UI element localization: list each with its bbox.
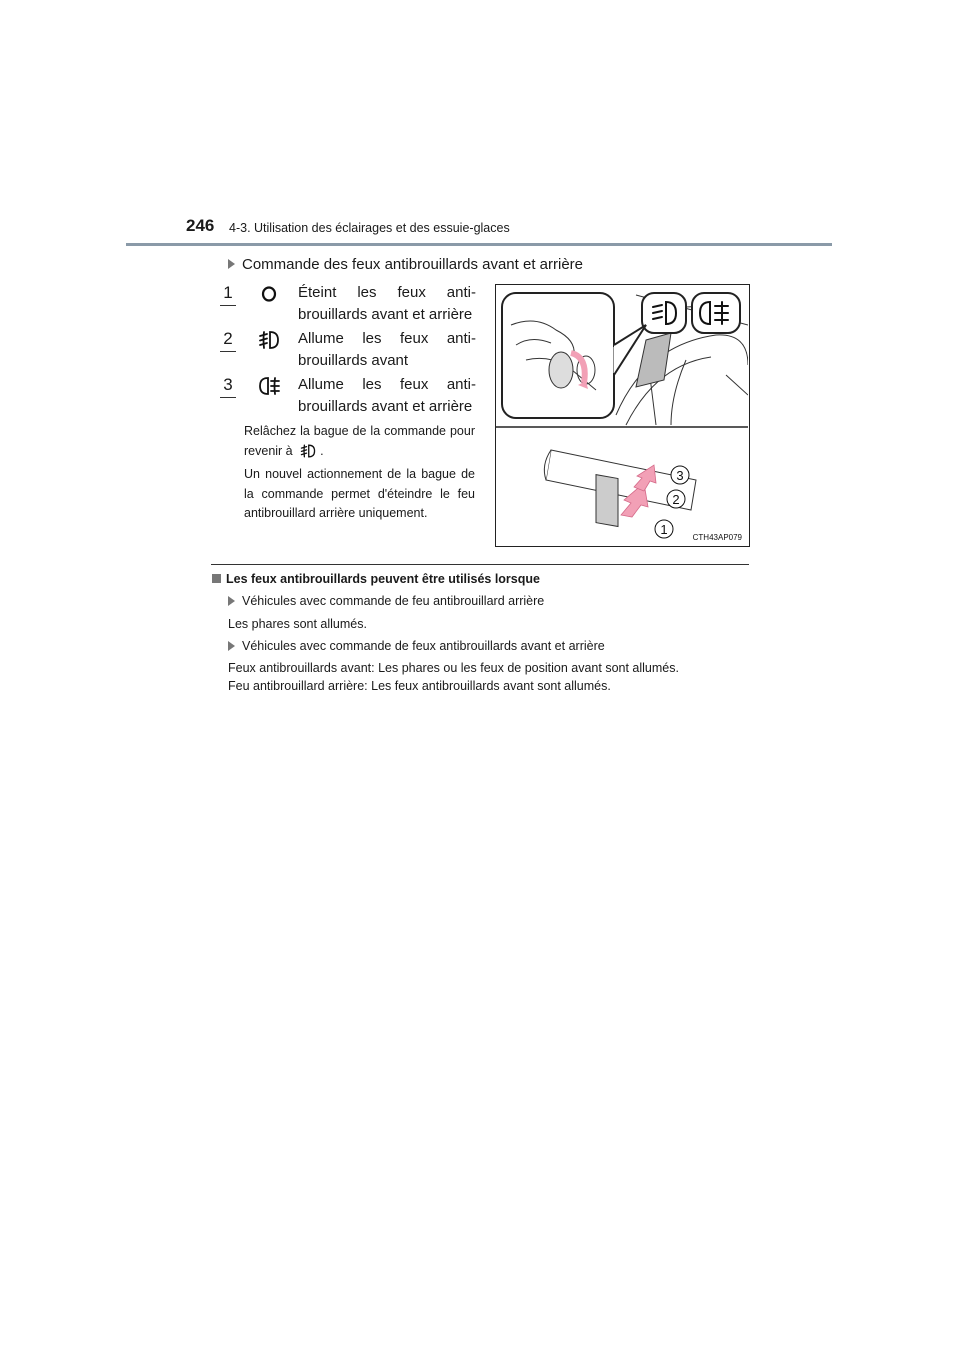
figure-illustration — [495, 284, 750, 547]
item-text: Allume les feux anti-brouillards avant et arrière — [298, 376, 476, 415]
section-heading — [228, 256, 583, 273]
note-rear-only: Un nouvel actionnement de la bague de la commande permet d'éteindre le feu antibrouillard arrière uniquement. — [244, 467, 475, 520]
figure-drawing — [496, 285, 748, 545]
note-text: Relâchez la bague de la commande pour revenir à — [244, 424, 475, 458]
item-text: Allume les feux anti-brouillards avant — [298, 330, 476, 369]
list-item — [220, 329, 476, 377]
conditions-heading — [212, 572, 540, 586]
item-number-underline — [220, 305, 236, 306]
page-number: 246 — [186, 216, 215, 235]
bubble-front-fog — [642, 293, 686, 333]
item-number: 3 — [223, 375, 233, 394]
callout-label: 2 — [672, 492, 680, 507]
callout-label: 1 — [660, 522, 668, 537]
case1-label-text: Véhicules avec commande de feu antibrouillard arrière — [242, 594, 545, 608]
chapter-title: 4-3. Utilisation des éclairages et des essuie-glaces — [229, 221, 510, 235]
note-text-end: . — [320, 443, 324, 458]
figure-code: CTH43AP079 — [692, 533, 742, 542]
triangle-bullet-icon — [228, 641, 235, 651]
list-item — [220, 375, 476, 423]
conditions-heading-text: Les feux antibrouillards peuvent être utilisés lorsque — [226, 572, 540, 586]
case2-line2: Feu antibrouillard arrière: Les feux antibrouillards avant sont allumés. — [228, 679, 611, 693]
front-fog-light-icon — [298, 443, 318, 459]
item-text: Éteint les feux anti-brouillards avant et arrière — [298, 284, 476, 323]
list-item — [220, 283, 476, 331]
item-number: 2 — [223, 329, 233, 348]
case2-line1: Feux antibrouillards avant: Les phares ou les feux de position avant sont allumés. — [228, 661, 679, 675]
circle-off-icon — [256, 283, 282, 305]
callout-label: 3 — [676, 468, 684, 483]
case2-label-text: Véhicules avec commande de feux antibrouillards avant et arrière — [242, 639, 605, 653]
item-number-underline — [220, 397, 236, 398]
case1-label — [228, 594, 544, 608]
front-fog-light-icon — [256, 329, 282, 351]
item-number: 1 — [223, 283, 233, 302]
triangle-bullet-icon — [228, 259, 235, 269]
case2-label — [228, 639, 605, 653]
section-divider — [211, 564, 749, 565]
section-heading-text: Commande des feux antibrouillards avant et arrière — [242, 256, 584, 273]
header-rule — [126, 243, 832, 246]
triangle-bullet-icon — [228, 596, 235, 606]
note-release-ring — [244, 422, 475, 461]
case1-text: Les phares sont allumés. — [228, 617, 367, 631]
rear-fog-light-icon — [256, 375, 282, 397]
item-number-underline — [220, 351, 236, 352]
square-bullet-icon — [212, 574, 221, 583]
